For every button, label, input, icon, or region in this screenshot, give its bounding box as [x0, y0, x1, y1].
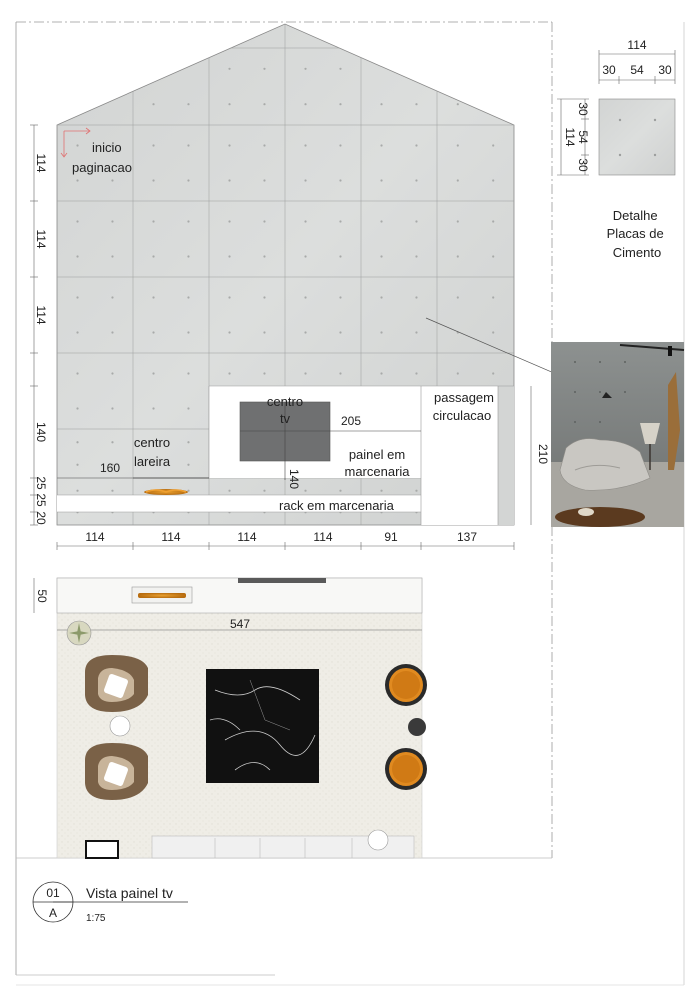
svg-text:30: 30: [658, 63, 672, 77]
label-inicio: inicio: [92, 140, 122, 155]
svg-text:114: 114: [627, 38, 647, 52]
label-centro-lareira: centro: [133, 435, 171, 450]
dim-210: 210: [536, 444, 550, 465]
dim-547: 547: [229, 617, 251, 631]
dim-205: 205: [341, 414, 362, 428]
floor-plan: [34, 578, 427, 858]
sheet-letter: A: [48, 906, 58, 920]
svg-text:passagemcirculacao: passagem circulacao: [432, 390, 494, 423]
coffee-table: [206, 669, 319, 783]
svg-text:25: 25: [34, 493, 48, 507]
svg-text:iniciopaginacao: inicio paginacao: [72, 140, 132, 175]
svg-text:30: 30: [602, 63, 616, 77]
view-scale: 1:75: [86, 913, 106, 924]
detail-panel: [599, 99, 675, 175]
svg-text:114: 114: [237, 530, 257, 544]
svg-text:centrolareira: centro lareira: [133, 435, 171, 469]
svg-text:20: 20: [34, 511, 48, 525]
rack-plan: [57, 578, 422, 613]
svg-text:114: 114: [34, 229, 48, 249]
reference-photo: [551, 342, 684, 527]
svg-text:114: 114: [34, 305, 48, 325]
panel-detail: [557, 38, 675, 260]
dim-140-tv: 140: [287, 469, 301, 490]
svg-text:painel emmarcenaria: painel em marcenaria: [344, 447, 410, 479]
side-table: [110, 716, 130, 736]
svg-text:137: 137: [456, 530, 478, 544]
svg-text:114: 114: [161, 530, 181, 544]
detail-caption: Detalhe: [612, 208, 658, 223]
svg-text:114: 114: [563, 127, 577, 147]
view-number: 01: [46, 886, 60, 900]
title-block: [33, 882, 188, 924]
armchair-icon: [85, 655, 148, 712]
left-dimensions: [30, 125, 48, 525]
label-painel: painel em: [348, 447, 406, 462]
side-ball: [408, 718, 426, 736]
svg-text:54: 54: [576, 130, 590, 144]
dim-50: 50: [35, 589, 49, 603]
label-rack: rack em marcenaria: [279, 498, 394, 513]
svg-text:140: 140: [34, 421, 48, 443]
svg-text:54: 54: [630, 63, 644, 77]
wall-elevation: [57, 24, 550, 525]
armchair-icon: [85, 743, 148, 800]
svg-text:30: 30: [576, 158, 590, 172]
view-title: Vista painel tv: [86, 885, 173, 901]
label-passagem: passagem: [434, 390, 494, 405]
door-jamb: [498, 386, 514, 525]
svg-text:25: 25: [34, 476, 48, 490]
svg-text:centrotv: centro tv: [266, 394, 304, 426]
side-table-black: [86, 841, 118, 858]
svg-text:114: 114: [34, 153, 48, 173]
tv-plan: [238, 578, 326, 583]
dim-160: 160: [100, 461, 121, 475]
svg-text:114: 114: [85, 530, 105, 544]
svg-text:30: 30: [576, 102, 590, 116]
bottom-dimensions: [57, 530, 514, 550]
svg-text:114: 114: [313, 530, 333, 544]
label-centro-tv: centro: [266, 394, 304, 409]
svg-text:91: 91: [384, 530, 398, 544]
plant-icon: [67, 621, 91, 645]
stool-icon: [385, 664, 427, 706]
stool-icon: [385, 748, 427, 790]
svg-text:Detalhe Placas de: Detalhe Placas de Cimento: [606, 208, 664, 260]
